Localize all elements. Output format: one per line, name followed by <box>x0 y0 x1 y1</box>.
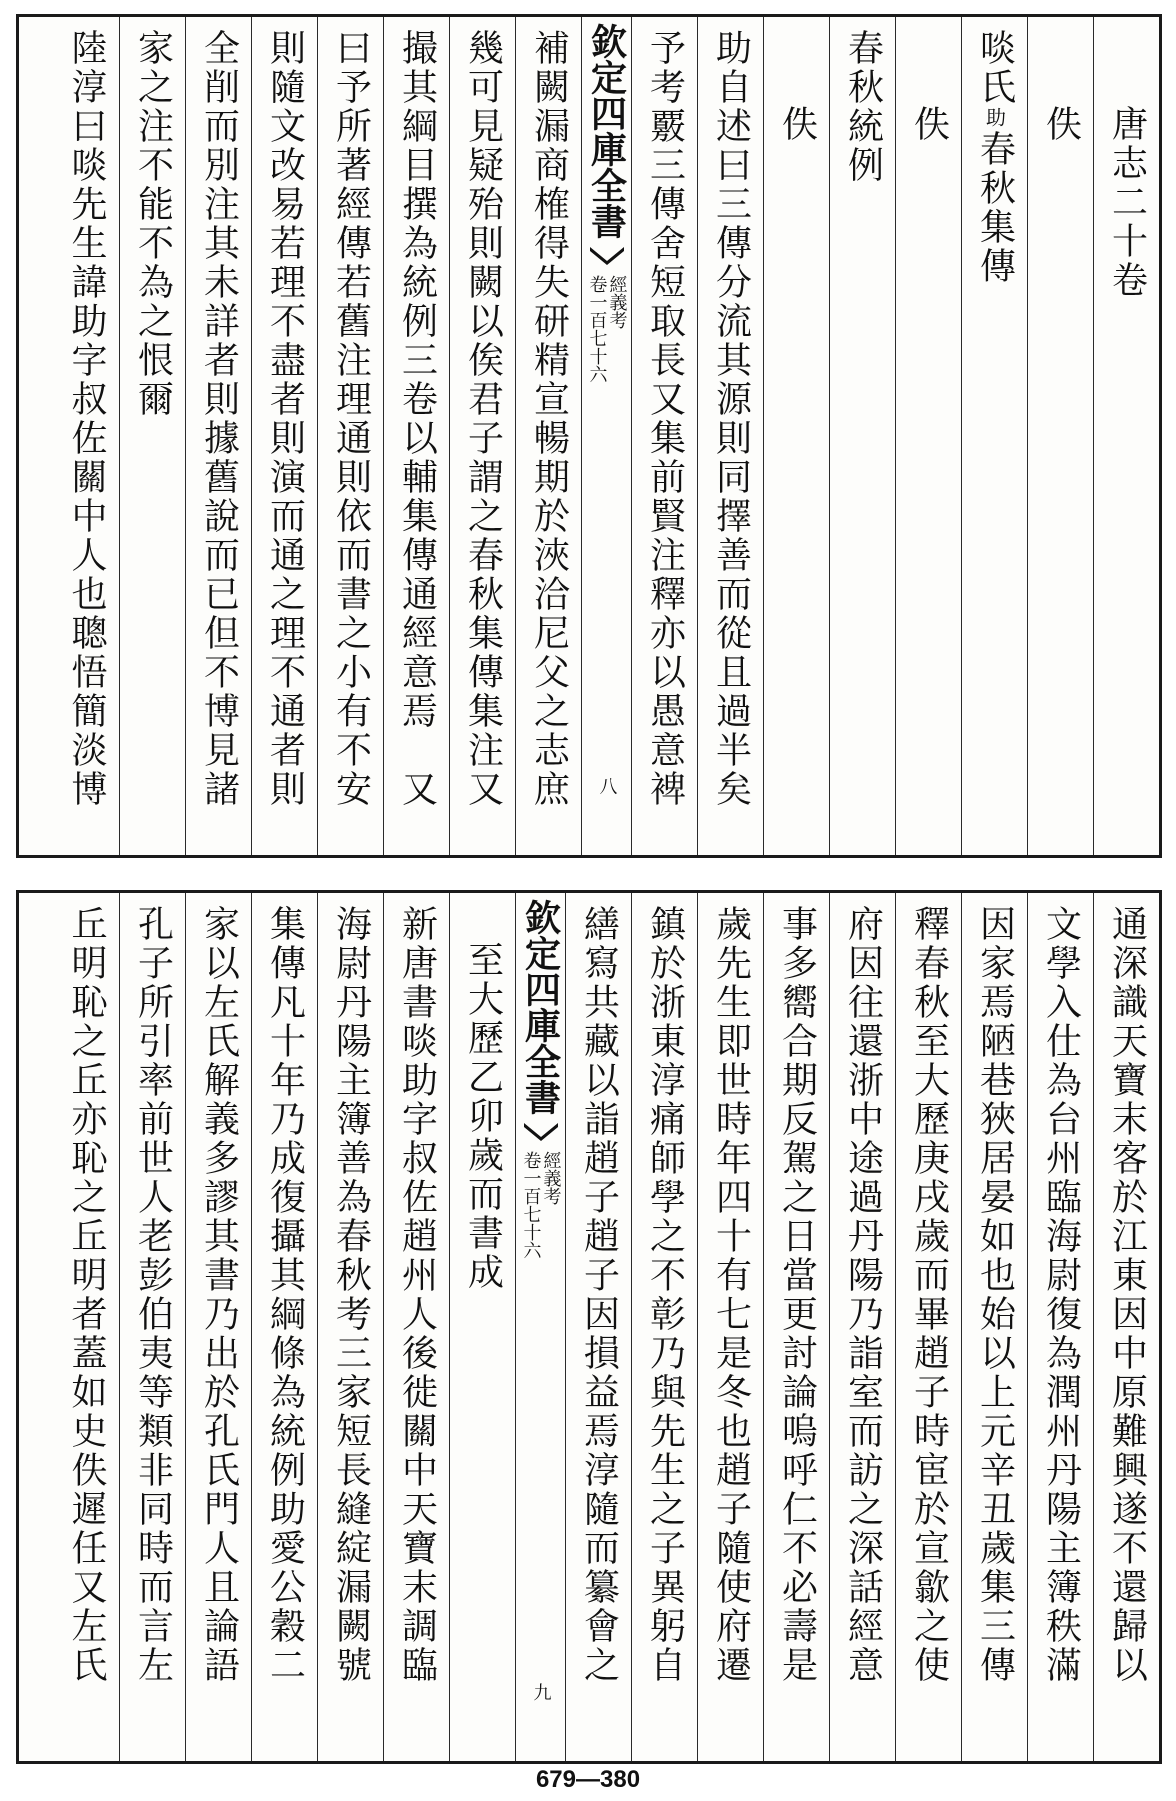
volume-number: 卷一百七十六 <box>520 1151 542 1259</box>
text-column <box>383 17 449 855</box>
column-text: 助自述曰三傳分流其源則同擇善而從且過半矣 <box>710 29 752 809</box>
page-panel-bottom <box>16 890 1162 1764</box>
volume-number: 卷一百七十六 <box>586 275 608 383</box>
text-column <box>829 893 895 1761</box>
text-column <box>895 17 961 855</box>
column-text-part: 啖氏 <box>974 29 1016 107</box>
column-text: 全削而別注其未詳者則據舊說而已但不博見諸 <box>198 29 240 809</box>
column-text: 家之注不能不為之恨爾 <box>132 29 174 419</box>
column-text: 佚 <box>776 105 818 144</box>
column-text: 繕寫共藏以詣趙子趙子因損益焉淳隨而纂會之 <box>578 905 620 1685</box>
text-column <box>1027 893 1093 1761</box>
text-column <box>53 893 119 1761</box>
book-title: 欽定四庫全書 <box>519 899 562 1115</box>
text-column <box>515 17 581 855</box>
text-column <box>185 17 251 855</box>
leaf-number: 八 <box>596 777 618 795</box>
text-column <box>763 17 829 855</box>
volume-info <box>588 275 626 383</box>
column-text: 唐志二十卷 <box>1106 105 1148 300</box>
page-panel-top <box>16 14 1162 858</box>
text-column <box>961 17 1027 855</box>
column-text: 通深識天寶末客於江東因中原難興遂不還歸以 <box>1106 905 1148 1685</box>
text-column <box>53 17 119 855</box>
text-column <box>763 893 829 1761</box>
text-column <box>565 893 631 1761</box>
column-text <box>974 29 1016 286</box>
column-text: 撮其綱目撰為統例三卷以輔集傳通經意焉 又 <box>396 29 438 809</box>
text-column <box>1027 17 1093 855</box>
text-column <box>895 893 961 1761</box>
column-text: 至大歷乙卯歲而書成 <box>462 941 504 1292</box>
column-text: 孔子所引率前世人老彭伯夷等類非同時而言左 <box>132 905 174 1685</box>
column-text: 因家焉陋巷狹居晏如也始以上元辛丑歲集三傳 <box>974 905 1016 1685</box>
column-text-part: 春秋集傳 <box>974 130 1016 286</box>
text-column <box>961 893 1027 1761</box>
column-text: 新唐書啖助字叔佐趙州人後徙關中天寶末調臨 <box>396 905 438 1685</box>
column-text: 予考覈三傳舍短取長又集前賢注釋亦以愚意裨 <box>644 29 686 809</box>
text-column <box>185 893 251 1761</box>
fish-tail-icon <box>522 1121 560 1143</box>
text-column <box>317 17 383 855</box>
column-text: 補闕漏商榷得失研精宣暢期於浹洽尼父之志庶 <box>528 29 570 809</box>
page-number: 679—380 <box>535 1766 641 1793</box>
text-column <box>631 893 697 1761</box>
column-text: 海尉丹陽主簿善為春秋考三家短長縫綻漏闕號 <box>330 905 372 1685</box>
book-name: 經義考 <box>606 275 628 329</box>
text-column <box>251 893 317 1761</box>
text-column <box>119 893 185 1761</box>
text-column <box>697 893 763 1761</box>
text-column <box>449 893 515 1761</box>
volume-info <box>522 1151 560 1259</box>
column-text: 佚 <box>908 105 950 144</box>
column-text: 歲先生即世時年四十有七是冬也趙子隨使府遷 <box>710 905 752 1685</box>
center-column <box>515 893 565 1761</box>
text-column <box>119 17 185 855</box>
column-text: 釋春秋至大歷庚戌歲而畢趙子時宦於宣歙之使 <box>908 905 950 1685</box>
column-text: 佚 <box>1040 105 1082 144</box>
column-text: 幾可見疑殆則闕以俟君子謂之春秋集傳集注又 <box>462 29 504 809</box>
center-column <box>581 17 631 855</box>
column-text: 曰予所著經傳若舊注理通則依而書之小有不安 <box>330 29 372 809</box>
column-text: 陸淳曰啖先生諱助字叔佐關中人也聰悟簡淡博 <box>66 29 107 809</box>
column-text: 家以左氏解義多謬其書乃出於孔氏門人且論語 <box>198 905 240 1685</box>
column-text: 則隨文改易若理不盡者則演而通之理不通者則 <box>264 29 306 809</box>
text-column <box>1093 17 1159 855</box>
text-column <box>1093 893 1159 1761</box>
column-text: 事多嚮合期反駕之日當更討論嗚呼仁不必壽是 <box>776 905 818 1685</box>
fish-tail-icon <box>588 245 626 267</box>
column-text: 丘明恥之丘亦恥之丘明者蓋如史佚遲任又左氏 <box>66 905 107 1685</box>
text-column <box>251 17 317 855</box>
annotation-small: 助 <box>982 107 1007 130</box>
book-name: 經義考 <box>540 1151 562 1205</box>
text-column <box>697 17 763 855</box>
leaf-number: 九 <box>530 1683 552 1701</box>
book-title: 欽定四庫全書 <box>585 23 628 239</box>
column-text: 鎮於浙東淳痛師學之不彰乃與先生之子異躬自 <box>644 905 686 1685</box>
column-text: 文學入仕為台州臨海尉復為潤州丹陽主簿秩滿 <box>1040 905 1082 1685</box>
text-column <box>829 17 895 855</box>
text-column <box>631 17 697 855</box>
column-text: 春秋統例 <box>842 29 884 185</box>
column-text: 集傳凡十年乃成復攝其綱條為統例助愛公穀二 <box>264 905 306 1685</box>
text-column <box>317 893 383 1761</box>
text-column <box>383 893 449 1761</box>
column-text: 府因往還浙中途過丹陽乃詣室而訪之深話經意 <box>842 905 884 1685</box>
text-column <box>449 17 515 855</box>
